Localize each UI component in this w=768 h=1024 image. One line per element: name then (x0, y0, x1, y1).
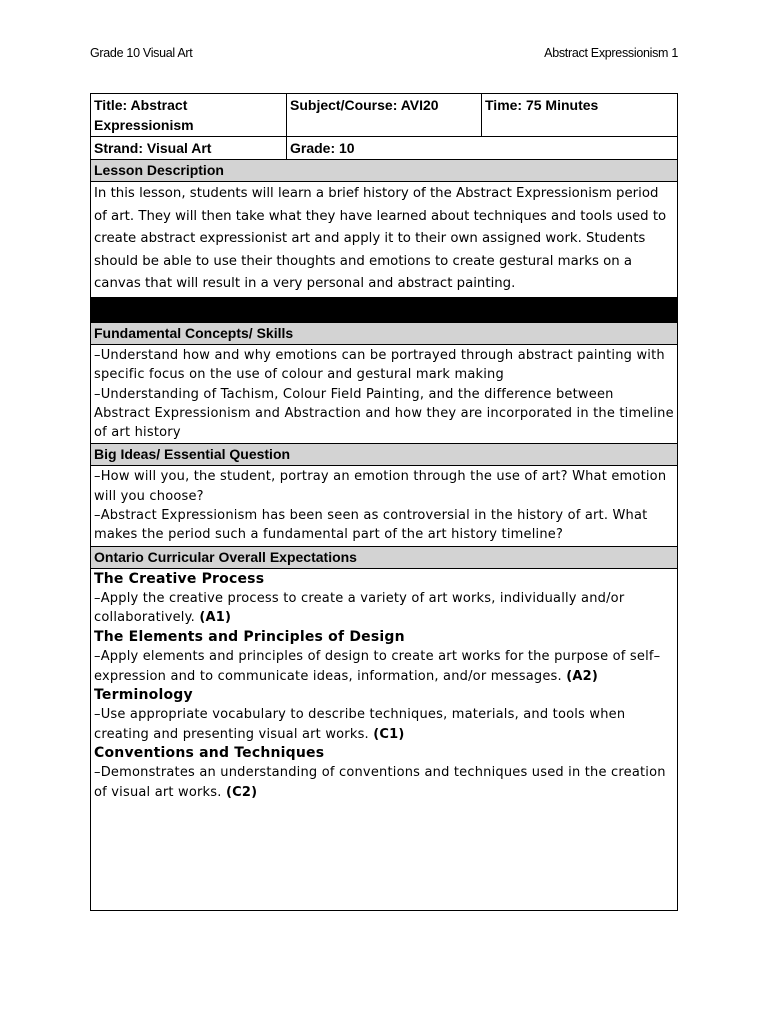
expectation-title: The Creative Process (94, 570, 265, 587)
lesson-description-heading-row (91, 160, 678, 182)
fundamental-heading: Fundamental Concepts/ Skills (91, 322, 678, 344)
big-ideas-heading: Big Ideas/ Essential Question (91, 444, 678, 466)
divider-bar (91, 297, 678, 322)
fundamental-item: –Understanding of Tachism, Colour Field Painting, and the difference between Abstract Expressionism and Abstraction and how they are incorporated in the timeline of art history (94, 386, 674, 441)
expectation-code: (C2) (225, 784, 258, 800)
fundamental-row (91, 344, 678, 443)
big-idea-item: –How will you, the student, portray an emotion through the use of art? What emotion will you choose? (94, 469, 667, 504)
lesson-description-row (91, 182, 678, 298)
header-page-label: Abstract Expressionism 1 (544, 46, 678, 60)
expectation-title: The Elements and Principles of Design (94, 628, 405, 645)
fundamental-heading-row (91, 322, 678, 344)
grade-cell: Grade: 10 (287, 137, 678, 160)
big-idea-item: –Abstract Expressionism has been seen as controversial in the history of art. What makes the period such a fundamental part of the art history timeline? (94, 508, 648, 543)
big-ideas-row (91, 466, 678, 546)
info-row-2 (91, 137, 678, 160)
expectation-code: (A1) (199, 610, 232, 626)
expectation-text (94, 589, 674, 628)
big-ideas-content (91, 466, 678, 546)
expectation-title: Terminology (94, 686, 193, 703)
expectations-row (91, 568, 678, 910)
header-course: Grade 10 Visual Art (90, 46, 193, 60)
expectation-description: –Use appropriate vocabulary to describe techniques, materials, and tools when creating and presenting visual art works. (94, 707, 626, 742)
info-row-1 (91, 94, 678, 137)
expectations-heading-row (91, 546, 678, 568)
expectation-description: –Demonstrates an understanding of conventions and techniques used in the creation of visual art works. (94, 765, 666, 800)
lesson-plan-table (90, 93, 678, 911)
divider-bar-row (91, 297, 678, 322)
strand-cell: Strand: Visual Art (91, 137, 287, 160)
expectation-code: (A2) (566, 668, 598, 684)
running-header (90, 46, 678, 64)
fundamental-content (91, 344, 678, 443)
expectation-description: –Apply elements and principles of design to create art works for the purpose of self–expression and to communicate ideas, information, and/or messages. (94, 649, 661, 684)
expectation-description: –Apply the creative process to create a variety of art works, individually and/or collaboratively. (94, 591, 625, 626)
subject-cell: Subject/Course: AVI20 (287, 94, 482, 137)
title-cell: Title: Abstract Expressionism (91, 94, 287, 137)
expectations-content (91, 568, 678, 910)
lesson-description-text: In this lesson, students will learn a brief history of the Abstract Expressionism period of art. They will then take what they have learned about techniques and tools used to create abstract expressionist art and apply it to their own assigned work. Students should be able to use their thoughts and emotions to create gestural marks on a canvas that will result in a very personal and abstract painting. (91, 182, 678, 298)
time-cell: Time: 75 Minutes (482, 94, 678, 137)
expectation-title: Conventions and Techniques (94, 744, 325, 761)
expectation-text (94, 705, 674, 744)
expectation-text (94, 647, 674, 686)
expectation-code: (C1) (373, 726, 405, 742)
fundamental-item: –Understand how and why emotions can be portrayed through abstract painting with specific focus on the use of colour and gestural mark making (94, 347, 665, 383)
big-ideas-heading-row (91, 444, 678, 466)
expectation-text (94, 763, 674, 802)
expectations-heading: Ontario Curricular Overall Expectations (91, 546, 678, 568)
lesson-description-heading: Lesson Description (91, 160, 678, 182)
